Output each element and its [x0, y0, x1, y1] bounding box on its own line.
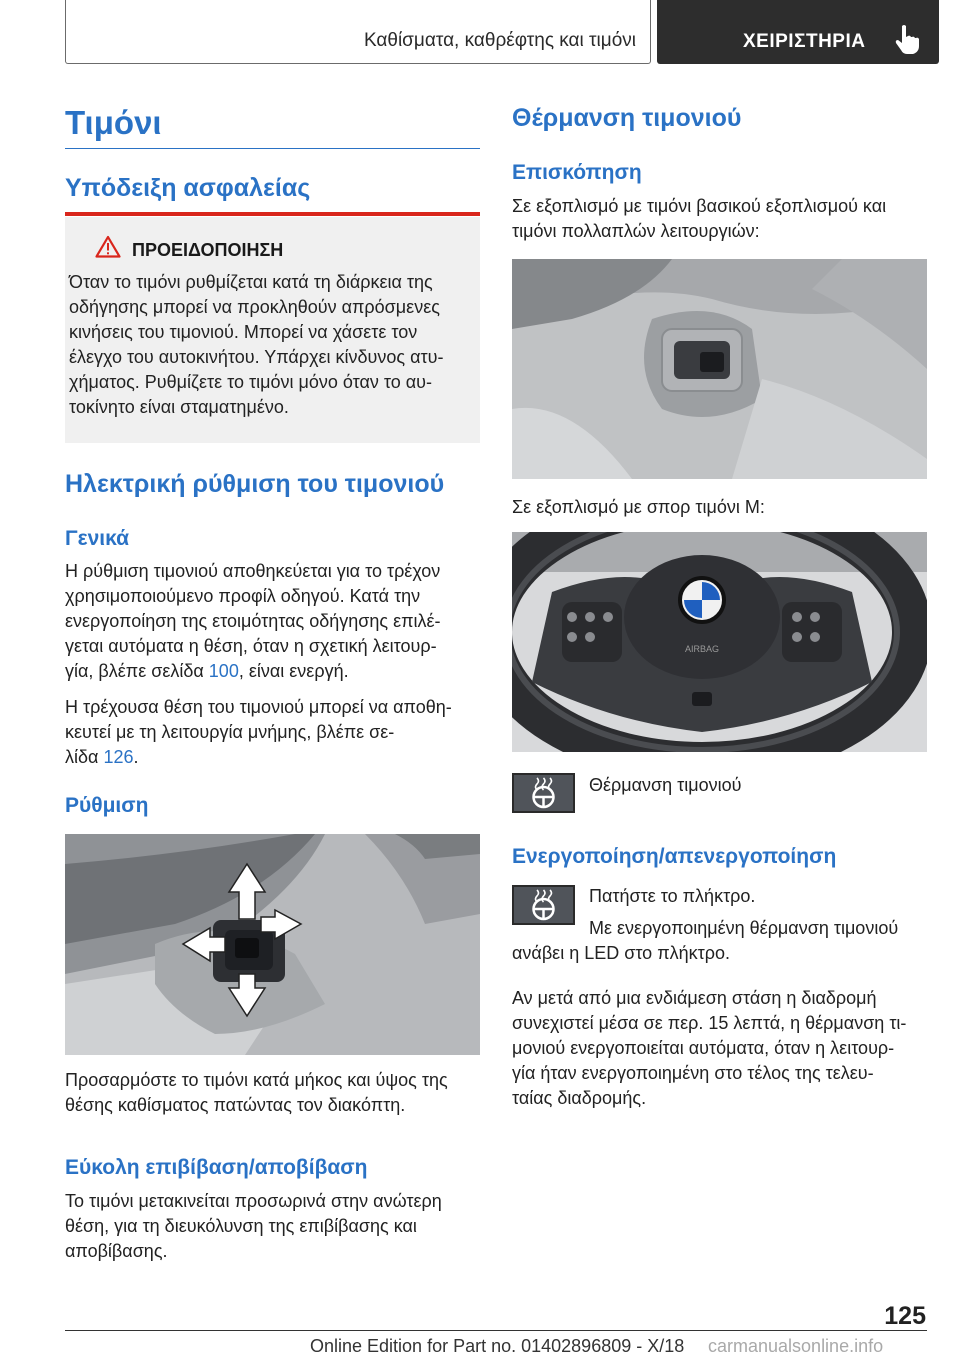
header-section-title: Καθίσματα, καθρέφτης και τιμόνι: [363, 30, 636, 51]
warning-divider: [65, 212, 480, 216]
page-number: 125: [884, 1302, 926, 1330]
text-line: Το τιμόνι μετακινείται προσωρινά στην ανώτερη: [65, 1191, 442, 1211]
text-line: χρησιμοποιούμενο προφίλ οδηγού. Κατά την: [65, 586, 421, 606]
text-line: Η ρύθμιση τιμονιού αποθηκεύεται για το τρέχον: [65, 561, 441, 581]
warning-line: τοκίνητο είναι σταματημένο.: [69, 397, 289, 417]
warning-line: οδήγησης μπορεί να προκληθούν απρόσμενες: [69, 297, 440, 317]
header-section-box: [65, 0, 651, 64]
text-fragment: γία, βλέπε σελίδα: [65, 661, 209, 681]
page-title-steering-wheel: Τιμόνι: [65, 104, 162, 141]
page-link-126[interactable]: 126: [103, 747, 134, 767]
page-link-100[interactable]: 100: [208, 661, 239, 681]
footer-watermark: carmanualsonline.info: [708, 1336, 884, 1356]
easy-entry-text: [65, 1189, 442, 1264]
general-paragraph-1: [65, 559, 441, 684]
text-fragment: , είναι ενεργή.: [238, 661, 349, 681]
general-heading: Γενικά: [65, 527, 130, 550]
easy-entry-heading: Εύκολη επιβίβαση/αποβίβαση: [65, 1156, 368, 1179]
steering-heating-button[interactable]: [512, 885, 575, 925]
steering-heating-button-icon: [512, 773, 575, 813]
activation-heading: Ενεργοποίηση/απενεργοποίηση: [512, 845, 837, 868]
title-divider: [65, 148, 480, 149]
text-line: Προσαρμόστε το τιμόνι κατά μήκος και ύψος της: [65, 1070, 448, 1090]
photo-illustration: [512, 532, 927, 752]
warning-label: ΠΡΟΕΙΔΟΠΟΙΗΣΗ: [132, 240, 284, 260]
adjustment-heading: Ρύθμιση: [65, 794, 149, 817]
warning-line: χήματος. Ρυθμίζετε το τιμόνι μόνο όταν το αυ-: [69, 372, 432, 392]
steering-column-switch-photo: [65, 834, 480, 1055]
general-paragraph-2: [65, 695, 452, 770]
warning-text: [69, 270, 443, 420]
text-line: θέση, για τη διευκόλυνση της επιβίβασης και: [65, 1216, 417, 1236]
steering-heating-heading: Θέρμανση τιμονιού: [512, 104, 742, 132]
text-line: θέσης καθίσματος πατώντας τον διακόπτη.: [65, 1095, 406, 1115]
steering-heat-icon: [514, 887, 573, 923]
hand-pointer-icon: [893, 24, 919, 54]
overview-text: [512, 194, 886, 244]
text-line: Αν μετά από μια ενδιάμεση στάση η διαδρομή: [512, 988, 877, 1008]
header-tab-label: ΧΕΙΡΙΣΤΗΡΙΑ: [743, 31, 866, 52]
sport-wheel-text: Σε εξοπλισμό με σπορ τιμόνι M:: [512, 497, 765, 517]
basic-wheel-heating-switch-photo: [512, 259, 927, 479]
auto-activation-text: [512, 986, 906, 1111]
text-line: ενεργοποίηση της ετοιμότητας οδήγησης επιλέ-: [65, 611, 441, 631]
airbag-label: AIRBAG: [684, 644, 720, 654]
text-line: γεται αυτόματα η θέση, όταν η σχετική λειτουρ-: [65, 636, 437, 656]
photo-illustration: [512, 259, 927, 479]
text-fragment: .: [133, 747, 139, 767]
led-text-line-2: ανάβει η LED στο πλήκτρο.: [512, 943, 730, 963]
header-chapter-tab[interactable]: [657, 0, 939, 64]
warning-line: κινήσεις του τιμονιού. Μπορεί να χάσετε τον: [69, 322, 418, 342]
text-line: [65, 745, 452, 770]
footer-divider: [65, 1330, 927, 1331]
text-line: κευτεί με τη λειτουργία μνήμης, βλέπε σε-: [65, 722, 395, 742]
text-line: αποβίβασης.: [65, 1241, 168, 1261]
text-line: [65, 659, 441, 684]
text-fragment: λίδα: [65, 747, 104, 767]
text-line: μονιού ενεργοποιείται αυτόματα, όταν η λειτουρ-: [512, 1038, 895, 1058]
footer-edition: Online Edition for Part no. 01402896809 - X/18: [310, 1336, 685, 1356]
steering-heating-label: Θέρμανση τιμονιού: [589, 775, 742, 795]
text-line: γία ήταν ενεργοποιημένη στο τέλος της τελευ-: [512, 1063, 874, 1083]
overview-heading: Επισκόπηση: [512, 161, 642, 184]
safety-heading: Υπόδειξη ασφαλείας: [65, 174, 311, 202]
warning-line: Όταν το τιμόνι ρυθμίζεται κατά τη διάρκεια της: [69, 272, 433, 292]
text-line: ταίας διαδρομής.: [512, 1088, 647, 1108]
m-sport-wheel-photo: [512, 532, 927, 752]
text-line: συνεχιστεί μέσα σε περ. 15 λεπτά, η θέρμανση τι-: [512, 1013, 907, 1033]
electric-adjustment-heading: Ηλεκτρική ρύθμιση του τιμονιού: [65, 470, 445, 498]
press-button-text: Πατήστε το πλήκτρο.: [589, 886, 756, 906]
steering-heat-icon: [514, 775, 573, 811]
adjustment-caption: [65, 1068, 448, 1118]
text-line: τιμόνι πολλαπλών λειτουργιών:: [512, 221, 760, 241]
photo-illustration: [65, 834, 480, 1055]
text-line: Η τρέχουσα θέση του τιμονιού μπορεί να αποθη-: [65, 697, 452, 717]
text-line: Σε εξοπλισμό με τιμόνι βασικού εξοπλισμού και: [512, 196, 887, 216]
warning-triangle-icon: [95, 235, 121, 258]
warning-line: έλεγχο του αυτοκινήτου. Υπάρχει κίνδυνος ατυ-: [69, 347, 444, 367]
led-text-line-1: Με ενεργοποιημένη θέρμανση τιμονιού: [589, 918, 899, 938]
